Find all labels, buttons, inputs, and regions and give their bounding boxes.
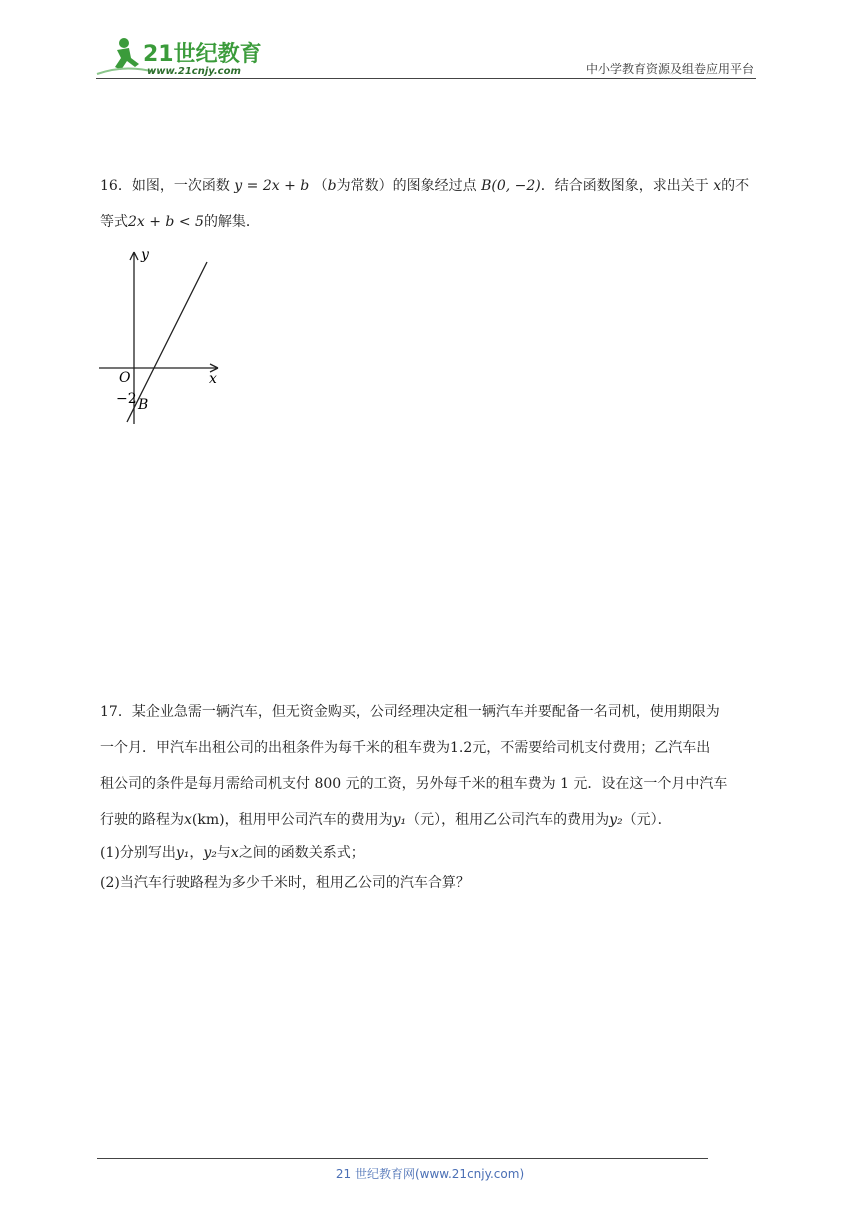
footer-divider xyxy=(97,1158,708,1159)
y-axis-label: y xyxy=(141,247,149,263)
q17-text: ， xyxy=(189,845,204,861)
q17-x-var: x xyxy=(184,812,192,828)
q17-text: 之间的函数关系式； xyxy=(238,845,365,861)
x-axis-label: x xyxy=(209,371,217,387)
intercept-label: −2 xyxy=(116,391,137,407)
q17-text: (1)分别写出 xyxy=(100,845,176,861)
q17-text: （元），租用乙公司汽车的费用为 xyxy=(406,812,610,828)
q16-text: 为常数）的图象经过点 xyxy=(336,178,477,194)
q17-line-3: 租公司的条件是每月需给司机支付 800 元的工资，另外每千米的租车费为 1 元．设在这一个月中汽车 xyxy=(100,776,728,792)
q16-text: 的不 xyxy=(721,178,750,194)
q17-line-2: 一个月．甲汽车出租公司的出租条件为每千米的租车费为1.2元，不需要给司机支付费用；乙汽车出 xyxy=(100,740,711,756)
origin-label: O xyxy=(119,370,131,386)
q17-text: 与 xyxy=(216,845,231,861)
site-logo xyxy=(95,34,270,80)
q16-x-var: x xyxy=(713,178,722,194)
header-divider xyxy=(96,78,756,79)
q17-subquestion-2: (2)当汽车行驶路程为多少千米时，租用乙公司的汽车合算？ xyxy=(100,875,470,891)
q17-text: （元）． xyxy=(622,812,672,828)
q17-y1-var: y₁ xyxy=(392,812,407,828)
q16-text: ．结合函数图象，求出关于 xyxy=(540,178,709,194)
point-b-label: B xyxy=(138,397,149,413)
q17-line-1: 17．某企业急需一辆汽车，但无资金购买，公司经理决定租一辆汽车并要配备一名司机，使用期限为 xyxy=(100,704,720,720)
logo-url-text: www.21cnjy.com xyxy=(147,66,241,77)
logo-main-text: 21世纪教育 xyxy=(143,42,262,67)
q17-unit: (km) xyxy=(191,812,225,828)
header-platform-text: 中小学教育资源及组卷应用平台 xyxy=(585,62,754,76)
q16-b-var: b xyxy=(327,178,337,194)
q16-text: 如图，一次函数 xyxy=(131,178,230,194)
q17-line-4 xyxy=(100,802,765,838)
q17-y2-var: y₂ xyxy=(203,845,217,861)
q16-function: y = 2x + b xyxy=(234,178,310,194)
question-17 xyxy=(100,694,765,898)
q17-text: ，租用甲公司汽车的费用为 xyxy=(224,812,393,828)
footer-link[interactable]: 21 世纪教育网(www.21cnjy.com) xyxy=(335,1167,525,1181)
q17-y1-var: y₁ xyxy=(175,845,190,861)
q17-subquestion-1 xyxy=(100,838,765,868)
question-16 xyxy=(100,168,765,240)
q16-graph xyxy=(96,246,230,428)
q17-y2-var: y₂ xyxy=(609,812,623,828)
q16-text: （ xyxy=(313,178,328,194)
q16-inequality: 2x + b < 5 xyxy=(128,214,204,230)
q16-line-1 xyxy=(100,168,765,204)
q16-number: 16． xyxy=(100,178,132,194)
q17-x-var: x xyxy=(230,845,239,861)
q16-text: 等式 xyxy=(100,214,128,230)
q16-text: 的解集． xyxy=(203,214,260,230)
q16-point: B(0, −2) xyxy=(481,178,541,194)
q17-text: 行驶的路程为 xyxy=(100,812,184,828)
q16-line-2 xyxy=(100,204,765,240)
